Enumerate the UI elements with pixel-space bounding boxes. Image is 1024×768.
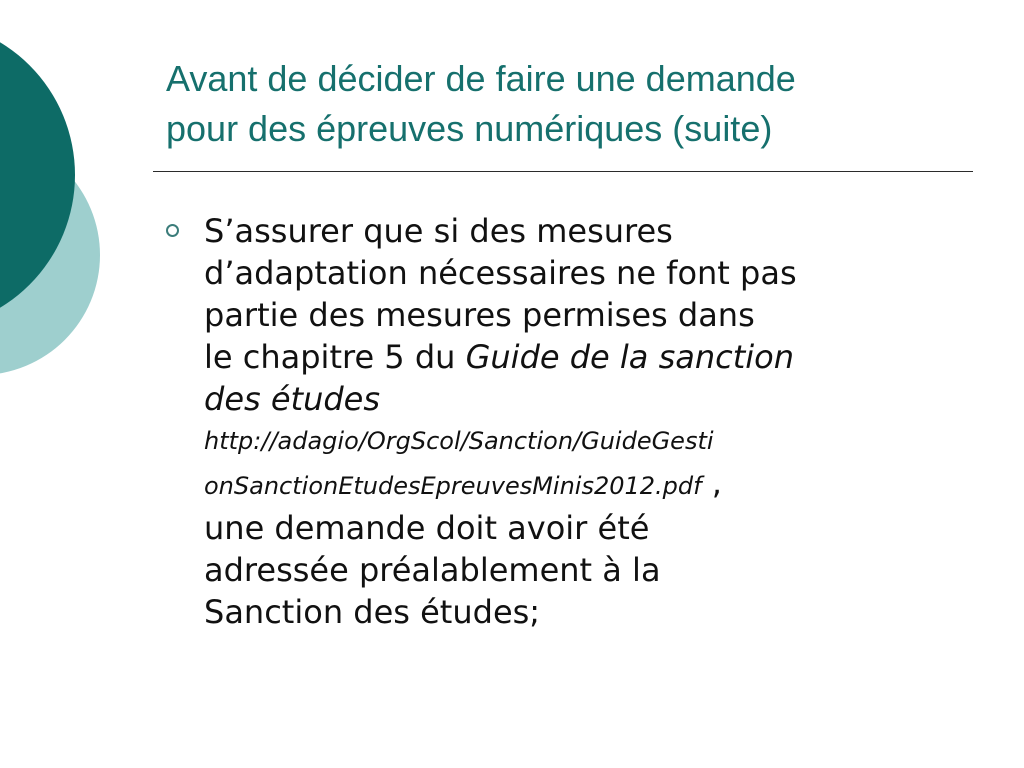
bullet-line-prefix: le chapitre 5 du — [204, 338, 466, 376]
title-divider — [153, 171, 973, 172]
bullet-line: Sanction des études; — [204, 593, 541, 631]
bullet-line: d’adaptation nécessaires ne font pas — [204, 254, 797, 292]
bullet-line: S’assurer que si des mesures — [204, 212, 673, 250]
guide-url-line-2 — [204, 462, 974, 507]
guide-title-part-1: Guide de la sanction — [465, 338, 795, 376]
bullet-line: partie des mesures permises dans — [204, 296, 755, 334]
comma: , — [701, 464, 722, 502]
title-line-2: pour des épreuves numériques (suite) — [166, 108, 773, 149]
title-line-1: Avant de décider de faire une demande — [166, 58, 796, 99]
decorative-circles — [0, 0, 110, 400]
guide-url-part-1[interactable]: http://adagio/OrgScol/Sanction/GuideGesti — [204, 427, 714, 455]
bullet-line — [204, 336, 974, 378]
guide-url-part-2[interactable]: onSanctionEtudesEpreuvesMinis2012.pdf — [204, 472, 702, 500]
hollow-circle-bullet-icon — [166, 224, 179, 237]
bullet-line: une demande doit avoir été — [204, 509, 650, 547]
bullet-text — [204, 210, 974, 633]
slide-title — [166, 54, 986, 154]
bullet-line: adressée préalablement à la — [204, 551, 661, 589]
guide-title-part-2: des études — [204, 380, 381, 418]
